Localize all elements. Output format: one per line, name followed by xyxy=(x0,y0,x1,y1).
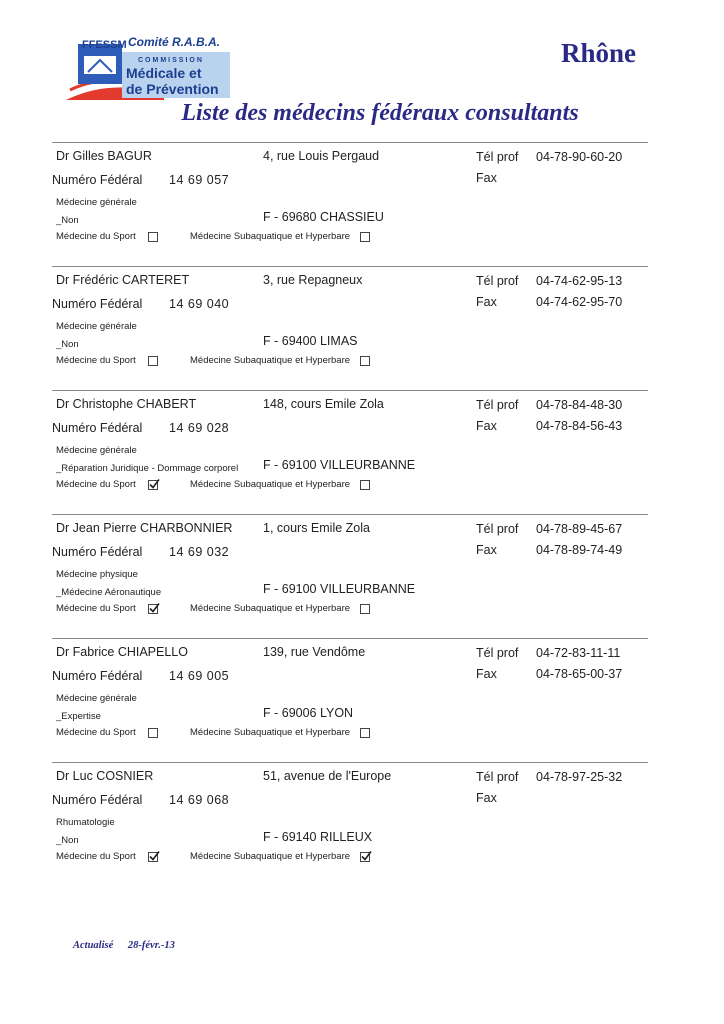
fax-label: Fax xyxy=(476,791,497,805)
specialty: Médecine générale xyxy=(56,445,137,456)
tel-label: Tél prof xyxy=(476,274,519,288)
updated-date: 28-févr.-13 xyxy=(127,940,175,951)
sport-checkbox[interactable] xyxy=(148,604,158,614)
fax-label: Fax xyxy=(476,295,497,309)
sport-label: Médecine du Sport xyxy=(56,479,136,490)
doctor-name: Dr Jean Pierre CHARBONNIER xyxy=(56,521,233,535)
doctor-address: 1, cours Emile Zola xyxy=(263,521,370,535)
fax-label: Fax xyxy=(476,667,497,681)
doctor-address: 139, rue Vendôme xyxy=(263,645,366,659)
ffessm-raba-logo xyxy=(64,34,246,102)
doctor-name: Dr Gilles BAGUR xyxy=(56,149,152,163)
specialty: Médecine générale xyxy=(56,321,137,332)
doctor-name: Dr Luc COSNIER xyxy=(56,769,154,783)
tel-label: Tél prof xyxy=(476,522,519,536)
sub-specialty: _Réparation Juridique - Dommage corporel xyxy=(56,463,239,474)
doctor-city: F - 69006 LYON xyxy=(263,706,354,720)
fax-value: 04-78-89-74-49 xyxy=(536,543,623,557)
numero-value: 14 69 057 xyxy=(169,173,230,187)
doctor-entry xyxy=(52,514,648,638)
tel-value: 04-72-83-11-11 xyxy=(536,646,621,660)
hyperbare-label: Médecine Subaquatique et Hyperbare xyxy=(190,231,351,242)
doctor-address: 4, rue Louis Pergaud xyxy=(263,149,380,163)
sub-specialty: _Médecine Aéronautique xyxy=(56,587,162,598)
doctor-entry xyxy=(52,390,648,514)
hyperbare-checkbox[interactable] xyxy=(360,232,370,242)
sport-label: Médecine du Sport xyxy=(56,851,136,862)
numero-value: 14 69 005 xyxy=(169,669,230,683)
svg-text:FFESSM: FFESSM xyxy=(82,39,127,51)
fax-label: Fax xyxy=(476,543,497,557)
doctor-city: F - 69100 VILLEURBANNE xyxy=(263,458,416,472)
numero-label: Numéro Fédéral xyxy=(52,793,143,807)
hyperbare-label: Médecine Subaquatique et Hyperbare xyxy=(190,479,351,490)
sport-checkbox[interactable] xyxy=(148,852,158,862)
hyperbare-label: Médecine Subaquatique et Hyperbare xyxy=(190,727,351,738)
numero-value: 14 69 040 xyxy=(169,297,230,311)
doctor-name: Dr Fabrice CHIAPELLO xyxy=(56,645,188,659)
doctor-name: Dr Frédéric CARTERET xyxy=(56,273,190,287)
hyperbare-label: Médecine Subaquatique et Hyperbare xyxy=(190,851,351,862)
doctor-address: 3, rue Repagneux xyxy=(263,273,363,287)
numero-label: Numéro Fédéral xyxy=(52,297,143,311)
fax-value: 04-74-62-95-70 xyxy=(536,295,623,309)
numero-label: Numéro Fédéral xyxy=(52,545,143,559)
sport-label: Médecine du Sport xyxy=(56,603,136,614)
entry-divider xyxy=(52,638,648,639)
sub-specialty: _Non xyxy=(56,835,79,846)
footer-updated xyxy=(73,940,175,951)
numero-label: Numéro Fédéral xyxy=(52,421,143,435)
svg-text:COMMISSION: COMMISSION xyxy=(138,57,204,64)
region-name: Rhône xyxy=(560,38,636,68)
doctor-address: 148, cours Emile Zola xyxy=(263,397,384,411)
tel-value: 04-78-89-45-67 xyxy=(536,522,623,536)
fax-value: 04-78-65-00-37 xyxy=(536,667,623,681)
entry-divider xyxy=(52,390,648,391)
hyperbare-label: Médecine Subaquatique et Hyperbare xyxy=(190,355,351,366)
doctor-entry xyxy=(52,638,648,762)
entry-divider xyxy=(52,142,648,143)
numero-label: Numéro Fédéral xyxy=(52,669,143,683)
doctor-city: F - 69400 LIMAS xyxy=(263,334,358,348)
doctor-entry xyxy=(52,762,648,886)
tel-value: 04-78-97-25-32 xyxy=(536,770,623,784)
tel-label: Tél prof xyxy=(476,398,519,412)
doctor-entry xyxy=(52,266,648,390)
hyperbare-checkbox[interactable] xyxy=(360,480,370,490)
sport-checkbox[interactable] xyxy=(148,480,158,490)
hyperbare-checkbox[interactable] xyxy=(360,728,370,738)
entry-divider xyxy=(52,762,648,763)
sport-checkbox[interactable] xyxy=(148,356,158,366)
sport-label: Médecine du Sport xyxy=(56,355,136,366)
hyperbare-checkbox[interactable] xyxy=(360,604,370,614)
tel-value: 04-78-84-48-30 xyxy=(536,398,623,412)
doctor-city: F - 69680 CHASSIEU xyxy=(263,210,384,224)
sub-specialty: _Non xyxy=(56,339,79,350)
page-title: Liste des médecins fédéraux consultants xyxy=(181,100,579,126)
updated-label: Actualisé xyxy=(73,940,114,951)
tel-value: 04-74-62-95-13 xyxy=(536,274,623,288)
specialty: Médecine générale xyxy=(56,197,137,208)
entry-divider xyxy=(52,266,648,267)
specialty: Médecine générale xyxy=(56,693,137,704)
svg-text:Comité R.A.B.A.: Comité R.A.B.A. xyxy=(128,35,221,49)
numero-label: Numéro Fédéral xyxy=(52,173,143,187)
sport-checkbox[interactable] xyxy=(148,728,158,738)
specialty: Rhumatologie xyxy=(56,817,115,828)
tel-label: Tél prof xyxy=(476,646,519,660)
hyperbare-checkbox[interactable] xyxy=(360,356,370,366)
tel-label: Tél prof xyxy=(476,770,519,784)
tel-label: Tél prof xyxy=(476,150,519,164)
tel-value: 04-78-90-60-20 xyxy=(536,150,623,164)
numero-value: 14 69 032 xyxy=(169,545,230,559)
hyperbare-label: Médecine Subaquatique et Hyperbare xyxy=(190,603,351,614)
svg-text:Médicale et: Médicale et xyxy=(126,65,202,81)
doctor-name: Dr Christophe CHABERT xyxy=(56,397,197,411)
doctor-city: F - 69100 VILLEURBANNE xyxy=(263,582,416,596)
numero-value: 14 69 068 xyxy=(169,793,230,807)
sub-specialty: _Non xyxy=(56,215,79,226)
fax-value: 04-78-84-56-43 xyxy=(536,419,623,433)
sport-checkbox[interactable] xyxy=(148,232,158,242)
specialty: Médecine physique xyxy=(56,569,138,580)
hyperbare-checkbox[interactable] xyxy=(360,852,370,862)
doctor-address: 51, avenue de l'Europe xyxy=(263,769,392,783)
doctor-entry xyxy=(52,142,648,266)
svg-text:de Prévention: de Prévention xyxy=(126,81,219,97)
numero-value: 14 69 028 xyxy=(169,421,230,435)
doctor-city: F - 69140 RILLEUX xyxy=(263,830,373,844)
fax-label: Fax xyxy=(476,419,497,433)
sport-label: Médecine du Sport xyxy=(56,231,136,242)
sport-label: Médecine du Sport xyxy=(56,727,136,738)
entry-divider xyxy=(52,514,648,515)
sub-specialty: _Expertise xyxy=(56,711,101,722)
fax-label: Fax xyxy=(476,171,497,185)
